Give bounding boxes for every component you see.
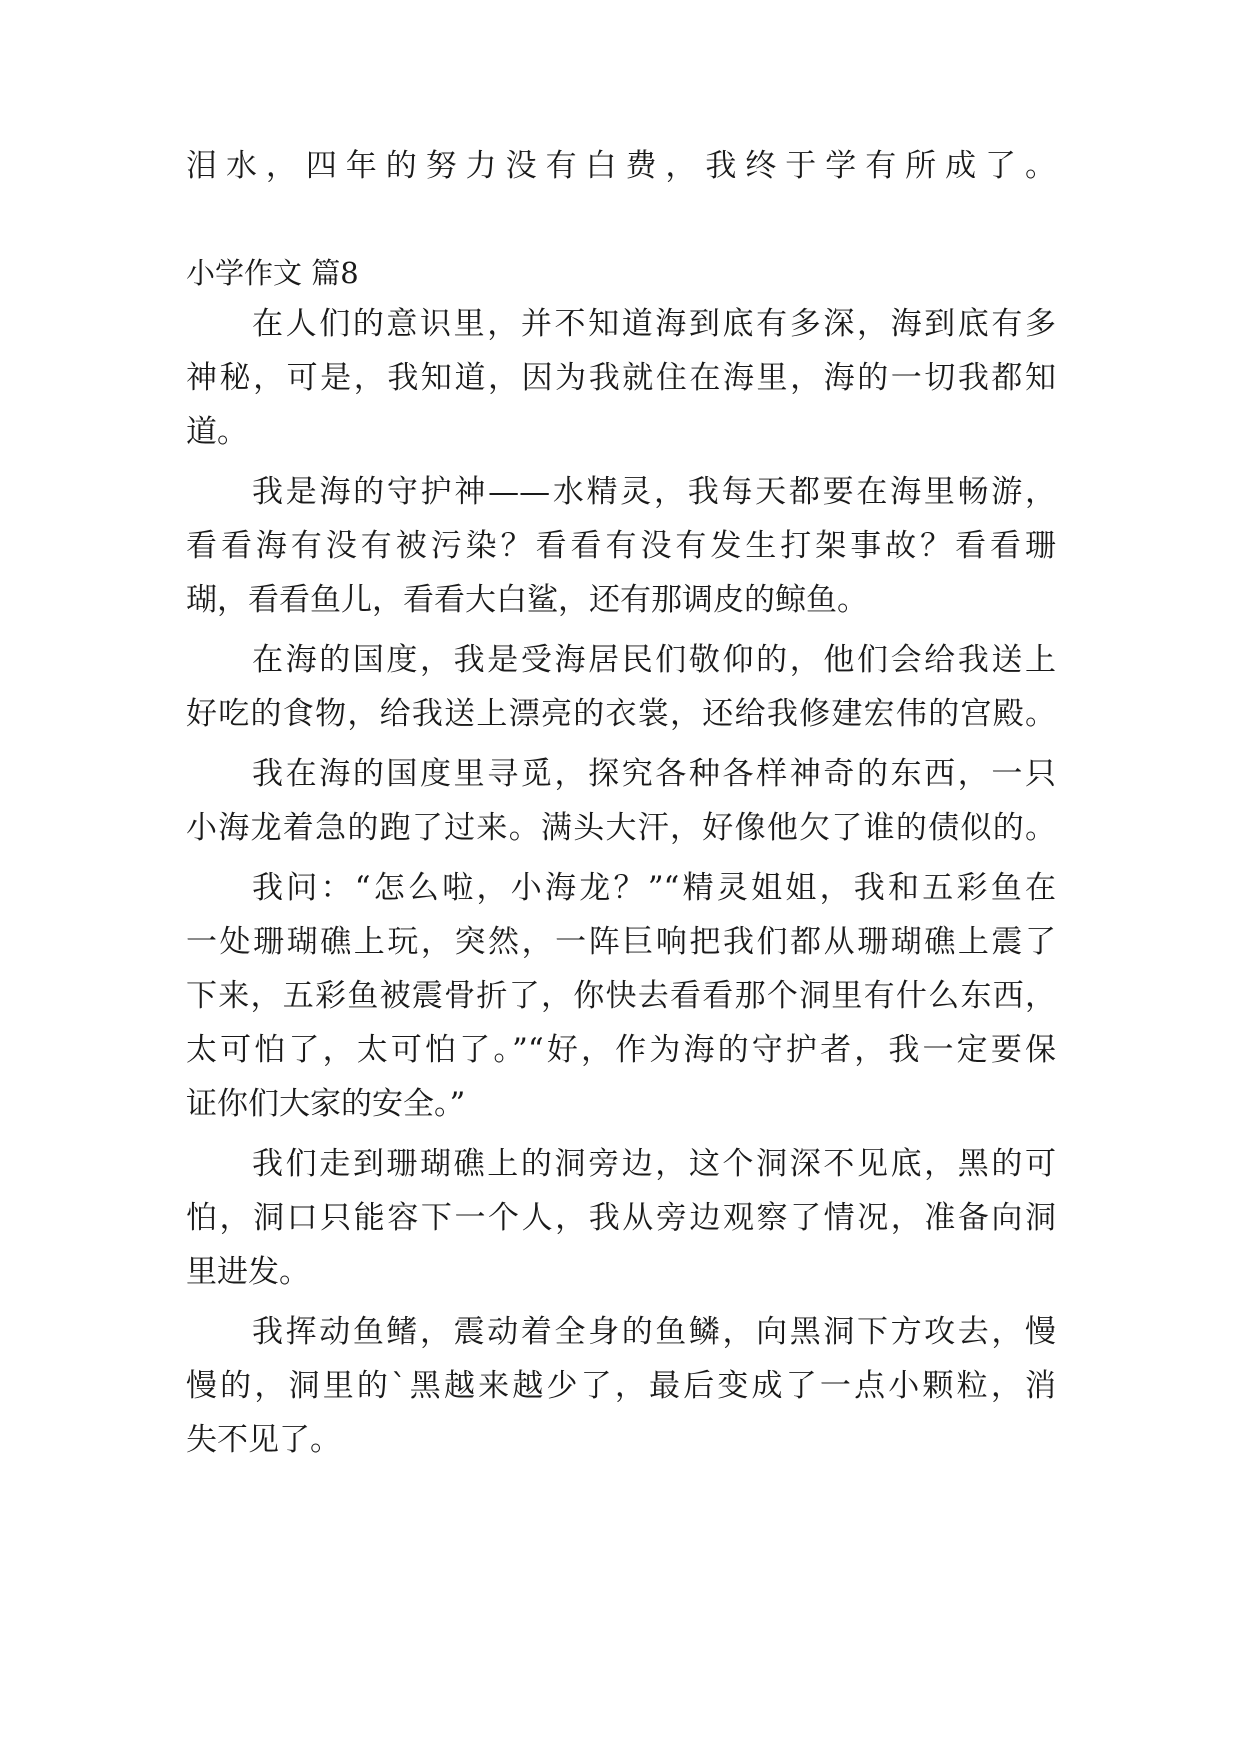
paragraph-line: 证你们大家的安全。” — [186, 1086, 466, 1122]
paragraph-line: 里进发。 — [186, 1254, 310, 1290]
paragraph-line: 好吃的食物，给我送上漂亮的衣裳，还给我修建宏伟的宫殿。 — [186, 696, 1056, 732]
paragraph-line: 失不见了。 — [186, 1422, 341, 1458]
paragraph-line: 我们走到珊瑚礁上的洞旁边，这个洞深不见底，黑的可 — [252, 1146, 1056, 1182]
paragraph-line: 慢的，洞里的`黑越来越少了，最后变成了一点小颗粒，消 — [186, 1368, 1056, 1404]
paragraph-line: 神秘，可是，我知道，因为我就住在海里，海的一切我都知 — [186, 360, 1056, 396]
paragraph-line: 下来，五彩鱼被震骨折了，你快去看看那个洞里有什么东西， — [186, 978, 1056, 1014]
paragraph-line: 看看海有没有被污染？看看有没有发生打架事故？看看珊 — [186, 528, 1056, 564]
paragraph-line: 道。 — [186, 414, 248, 450]
paragraph-line: 一处珊瑚礁上玩，突然，一阵巨响把我们都从珊瑚礁上震了 — [186, 924, 1056, 960]
paragraph-line: 我是海的守护神——水精灵，我每天都要在海里畅游， — [252, 474, 1056, 510]
paragraph-line: 我问：“怎么啦，小海龙？”“精灵姐姐，我和五彩鱼在 — [252, 870, 1056, 906]
section-title: 小学作文 篇8 — [186, 256, 359, 290]
paragraph-line: 在海的国度，我是受海居民们敬仰的，他们会给我送上 — [252, 642, 1056, 678]
document-page — [186, 0, 1056, 1754]
paragraph-line: 在人们的意识里，并不知道海到底有多深，海到底有多 — [252, 306, 1056, 342]
paragraph-line: 太可怕了，太可怕了。”“好，作为海的守护者，我一定要保 — [186, 1032, 1056, 1068]
paragraph-line: 我在海的国度里寻觅，探究各种各样神奇的东西，一只 — [252, 756, 1056, 792]
continuation-line: 泪水，四年的努力没有白费，我终于学有所成了。 — [186, 148, 1056, 184]
paragraph-line: 瑚，看看鱼儿，看看大白鲨，还有那调皮的鲸鱼。 — [186, 582, 868, 618]
paragraph-line: 怕，洞口只能容下一个人，我从旁边观察了情况，准备向洞 — [186, 1200, 1056, 1236]
paragraph-line: 小海龙着急的跑了过来。满头大汗，好像他欠了谁的债似的。 — [186, 810, 1056, 846]
paragraph-line: 我挥动鱼鳍，震动着全身的鱼鳞，向黑洞下方攻去，慢 — [252, 1314, 1056, 1350]
